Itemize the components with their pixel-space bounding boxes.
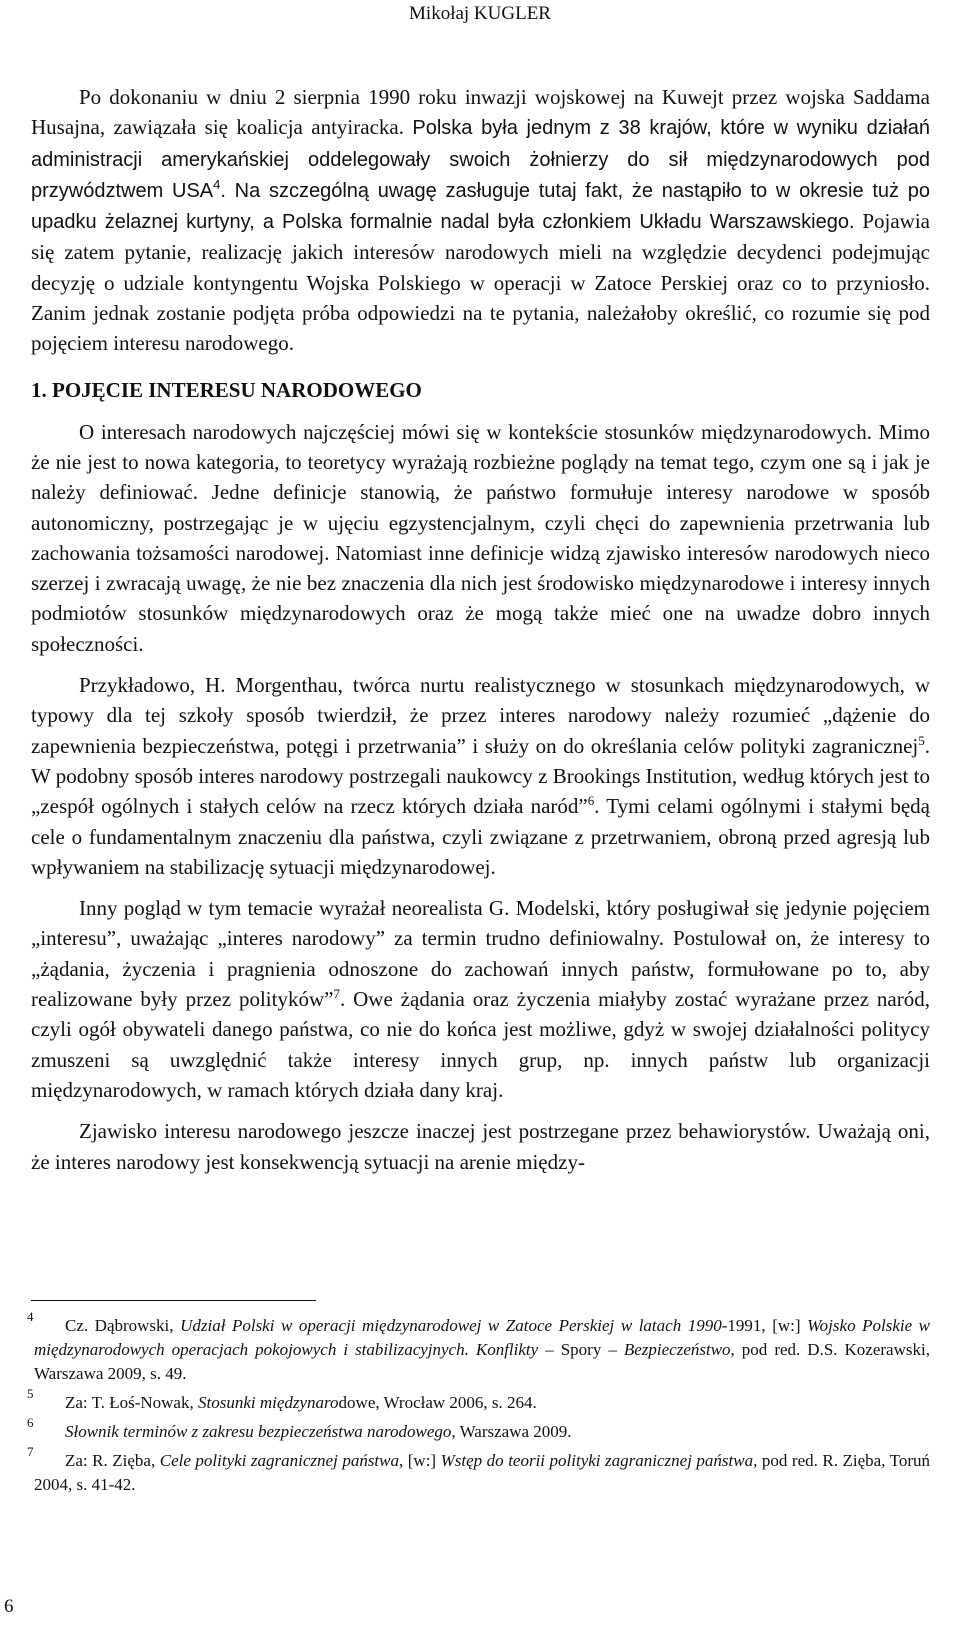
footnote-7 — [27, 1444, 931, 1497]
fn7-author: Za: R. Zięba, — [65, 1451, 160, 1470]
morgenthau-text-1: Przykładowo, H. Morgenthau, twórca nurtu realistycznego w stosunkach międzynarodowych, w typowy dla tej szkoły sposób twierdził, że przez interes narodowy należy rozumieć „dążenie do zapewnienia bezpieczeństwa, potęgi i przetrwania” i służy on do określania celów polityki zagranicznej — [31, 673, 930, 758]
fn7-text-2: , [w:] — [399, 1451, 441, 1470]
intro-sentence-1: Po dokonaniu w dniu 2 sierpnia 1990 roku inwazji wojskowej na Kuwejt przez wojska Saddama Husajna, zawiązała się koalicja antyiracka. — [31, 85, 930, 140]
fn7-text-3: , pod red. R. Zięba, Toruń 2004, s. 41-42. — [34, 1451, 931, 1494]
fn6-text: , Warszawa 2009. — [451, 1422, 572, 1441]
fn7-book-title: Wstęp do teorii polityki zagranicznej państwa — [440, 1451, 754, 1470]
running-head: Mikołaj KUGLER — [409, 3, 551, 24]
modelski-text-2: . Owe żądania oraz życzenia miałyby zostać wyrażane przez naród, czyli ogół obywateli danego państwa, co nie do końca jest możliwe, gdyż w swojej działalności politycy zmuszeni są uwzględnić także interesy innych grup, np. innych państw lub organizacji międzynarodowych, w ramach których działa dany kraj. — [31, 987, 930, 1102]
footnote-ref-7[interactable]: 7 — [333, 986, 340, 1002]
page-number: 6 — [4, 1596, 14, 1617]
paragraph-morgenthau — [31, 670, 930, 882]
fn4-book-title: Wojsko Polskie w międzynarodowych operacjach pokojowych i stabilizacyjnych. Konflikty – — [34, 1316, 931, 1359]
fn4-text-2: -1991, [w:] — [721, 1316, 808, 1335]
fn5-author: Za: T. Łoś-Nowak, — [65, 1393, 198, 1412]
fn4-text-3: Spory – — [560, 1340, 624, 1359]
footnote-number: 7 — [27, 1444, 34, 1459]
footnote-text — [34, 1420, 930, 1444]
footnote-text — [34, 1449, 930, 1497]
morgenthau-text-2: . W podobny sposób interes narodowy postrzegali naukowcy z Brookings Institution, według których jest to „zespół ogólnych i stałych celów na rzecz których działa naród” — [31, 733, 930, 819]
footnote-ref-4[interactable]: 4 — [213, 176, 221, 192]
section-heading: 1. POJĘCIE INTERESU NARODOWEGO — [31, 377, 422, 402]
fn7-title: Cele polityki zagranicznej państwa — [159, 1451, 399, 1470]
footnote-number: 6 — [27, 1415, 34, 1430]
paragraph-modelski — [31, 893, 930, 1105]
footnote-ref-5[interactable]: 5 — [918, 732, 925, 748]
footnote-ref-6[interactable]: 6 — [587, 793, 595, 809]
fn6-title: Słownik terminów z zakresu bezpieczeństwa narodowego — [65, 1422, 452, 1441]
fn4-author: Cz. Dąbrowski, — [65, 1316, 181, 1335]
paragraph-definitions: O interesach narodowych najczęściej mówi się w kontekście stosunków międzynarodowych. Mimo że nie jest to nowa kategoria, to teoretycy wyrażają rozbieżne poglądy na temat tego, czym one są i jak je należy definiować. Jedne definicje stanowią, że państwo formułuje interesy narodowe w sposób autonomiczny, postrzegając je w ujęciu egzystencjalnym, czyli chęci do zapewnienia przetrwania lub zachowania tożsamości narodowej. Natomiast inne definicje widzą zjawisko interesów narodowych nieco szerzej i zwracają uwagę, że nie bez znaczenia dla nich jest środowisko międzynarodowe i interesy innych podmiotów stosunków międzynarodowych oraz że mogą także mieć one na uwadze dobro innych społeczności. — [31, 419, 930, 656]
fn5-title: Stosunki międzynaro — [197, 1393, 339, 1412]
paragraph-behaviorists: Zjawisko interesu narodowego jeszcze inaczej jest postrzegane przez behawiorystów. Uważają oni, że interes narodowy jest konsekwencją sytuacji na arenie między- — [31, 1119, 930, 1174]
fn4-text-4: , pod red. D.S. Kozerawski, Warszawa 2009, s. 49. — [34, 1340, 930, 1383]
footnote-number: 5 — [27, 1386, 34, 1401]
fn4-book-title-end: Bezpieczeństwo — [623, 1340, 731, 1359]
footnote-4 — [27, 1309, 931, 1386]
footnote-separator — [31, 1300, 316, 1301]
modelski-text-1: Inny pogląd w tym temacie wyrażał neorealista G. Modelski, który posługiwał się jedynie pojęciem „interesu”, uważając „interes narodowy” za termin trudno definiowalny. Postulował on, że interesy to „żądania, życzenia i pragnienia odnoszone do zachowań innych państw, formułowane po to, aby realizowane były przez polityków” — [31, 896, 930, 1012]
footnote-text — [34, 1391, 930, 1415]
intro-sentence-2-text: Polska była jednym z 38 krajów, które w wyniku działań administracji amerykańskiej oddelegowały swoich żołnierzy do sił międzynarodowych pod przywództwem USA — [31, 117, 930, 202]
footnote-6 — [27, 1415, 930, 1444]
intro-sentence-3-text: . Na szczególną uwagę zasługuje tutaj fakt, że nastąpiło to w okresie tuż po upadku żelaznej kurtyny, a Polska formalnie nadal była członkiem Układu Warszawskiego. — [31, 179, 931, 234]
paragraph-intro — [31, 82, 930, 359]
morgenthau-text-3: . Tymi celami ogólnymi i stałymi będą cele o fundamentalnym znaczeniu dla państwa, czyli związane z przetrwaniem, obroną przed agresją lub wpływaniem na stabilizację sytuacji międzynarodowej. — [31, 794, 930, 879]
main-text — [31, 82, 930, 1177]
footnote-5 — [27, 1386, 930, 1415]
footnote-number: 4 — [27, 1309, 34, 1324]
footnotes — [27, 1309, 931, 1502]
fn4-title: Udział Polski w operacji międzynarodowej w Zatoce Perskiej w latach 1990 — [180, 1316, 722, 1335]
footnote-text — [34, 1314, 930, 1386]
fn5-text-2: dowe, Wrocław 2006, s. 264. — [338, 1393, 537, 1412]
intro-sentence-4: Pojawia się zatem pytanie, realizację jakich interesów narodowych mieli na względzie decydenci podejmując decyzję o udziale kontyngentu Wojska Polskiego w operacji w Zatoce Perskiej oraz co to przyniosło. Zanim jednak zostanie podjęta próba odpowiedzi na te pytania, należałoby określić, co rozumie się pod pojęciem interesu narodowego. — [31, 209, 931, 356]
